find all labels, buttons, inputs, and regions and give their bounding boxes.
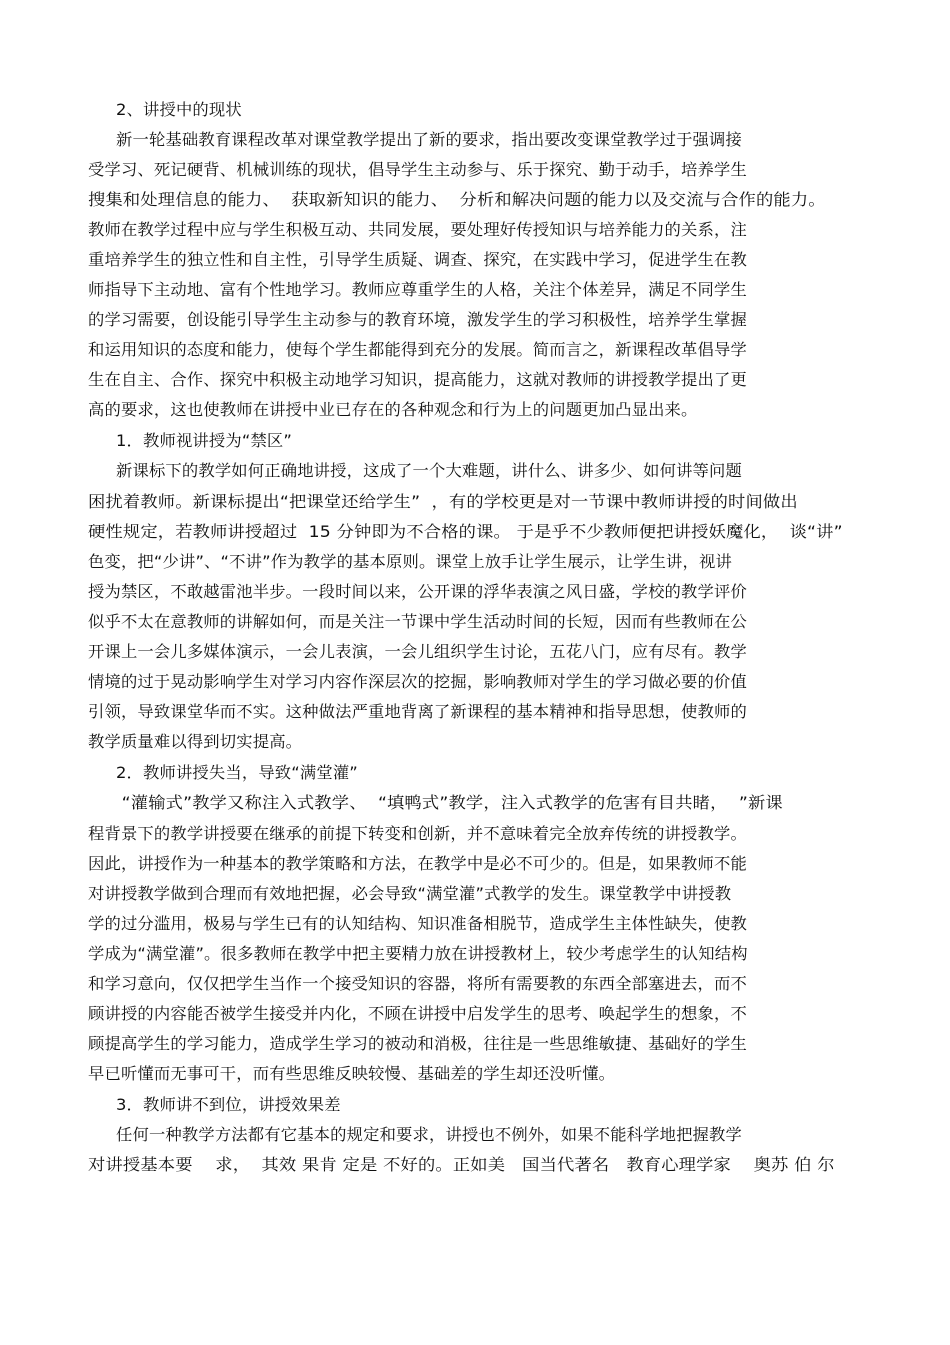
paragraph-line: 任何一种教学方法都有它基本的规定和要求，讲授也不例外，如果不能科学地把握教学 (116, 1125, 742, 1144)
paragraph-line: 对讲授教学做到合理而有效地把握，必会导致“满堂灌”式教学的发生。课堂教学中讲授教 (88, 884, 732, 903)
paragraph-line: “灌输式”教学又称注入式教学、 “填鸭式”教学，注入式教学的危害有目共睹， ”新课 (116, 793, 783, 812)
paragraph-line: 对讲授基本要 求， 其效 果肯 定是 不好的。正如美 国当代著名 教育心理学家 奥苏 伯 尔 (88, 1155, 835, 1174)
paragraph-line: 教师在教学过程中应与学生积极互动、共同发展，要处理好传授知识与培养能力的关系，注 (88, 220, 747, 239)
paragraph-line: 搜集和处理信息的能力、 获取新知识的能力、 分析和解决问题的能力以及交流与合作的能力。 (88, 190, 826, 209)
paragraph-line: 顾讲授的内容能否被学生接受并内化，不顾在讲授中启发学生的思考、唤起学生的想象，不 (88, 1004, 747, 1023)
paragraph-line: 困扰着教师。新课标提出“把课堂还给学生” ，有的学校更是对一节课中教师讲授的时间做出 (88, 492, 798, 511)
paragraph-line: 硬性规定，若教师讲授超过 15 分钟即为不合格的课。 于是乎不少教师便把讲授妖魔化， 谈“讲” (88, 522, 843, 541)
paragraph-line: 程背景下的教学讲授要在继承的前提下转变和创新，并不意味着完全放弃传统的讲授教学。 (88, 824, 747, 843)
paragraph-line: 学成为“满堂灌”。很多教师在教学中把主要精力放在讲授教材上，较少考虑学生的认知结构 (88, 944, 748, 963)
paragraph-line: 似乎不太在意教师的讲解如何，而是关注一节课中学生活动时间的长短，因而有些教师在公 (88, 612, 747, 631)
paragraph-line: 受学习、死记硬背、机械训练的现状，倡导学生主动参与、乐于探究、勤于动手，培养学生 (88, 160, 747, 179)
paragraph-line: 重培养学生的独立性和自主性，引导学生质疑、调查、探究，在实践中学习，促进学生在教 (88, 250, 747, 269)
paragraph-line: 的学习需要，创设能引导学生主动参与的教育环境，激发学生的学习积极性，培养学生掌握 (88, 310, 747, 329)
paragraph-line: 学的过分滥用，极易与学生已有的认知结构、知识准备相脱节，造成学生主体性缺失，使教 (88, 914, 747, 933)
paragraph-line: 早已听懂而无事可干，而有些思维反映较慢、基础差的学生却还没听懂。 (88, 1064, 616, 1083)
paragraph-line: 新课标下的教学如何正确地讲授，这成了一个大难题，讲什么、讲多少、如何讲等问题 (116, 461, 742, 480)
section-heading: 3．教师讲不到位，讲授效果差 (116, 1095, 341, 1114)
paragraph-line: 高的要求，这也使教师在讲授中业已存在的各种观念和行为上的问题更加凸显出来。 (88, 400, 698, 419)
paragraph-line: 师指导下主动地、富有个性地学习。教师应尊重学生的人格，关注个体差异，满足不同学生 (88, 280, 747, 299)
paragraph-line: 生在自主、合作、探究中积极主动地学习知识，提高能力，这就对教师的讲授教学提出了更 (88, 370, 747, 389)
section-heading: 2、讲授中的现状 (116, 100, 242, 119)
paragraph-line: 色变，把“少讲”、“不讲”作为教学的基本原则。课堂上放手让学生展示，让学生讲，视讲 (88, 552, 732, 571)
section-heading: 2．教师讲授失当，导致“满堂灌” (116, 763, 358, 782)
paragraph-line: 顾提高学生的学习能力，造成学生学习的被动和消极，往往是一些思维敏捷、基础好的学生 (88, 1034, 747, 1053)
paragraph-line: 情境的过于晃动影响学生对学习内容作深层次的挖掘，影响教师对学生的学习做必要的价值 (88, 672, 747, 691)
paragraph-line: 授为禁区，不敢越雷池半步。一段时间以来，公开课的浮华表演之风日盛，学校的教学评价 (88, 582, 747, 601)
paragraph-line: 和学习意向，仅仅把学生当作一个接受知识的容器，将所有需要教的东西全部塞进去，而不 (88, 974, 747, 993)
paragraph-line: 引领，导致课堂华而不实。这种做法严重地背离了新课程的基本精神和指导思想，使教师的 (88, 702, 747, 721)
paragraph-line: 开课上一会儿多媒体演示，一会儿表演，一会儿组织学生讨论，五花八门，应有尽有。教学 (88, 642, 747, 661)
section-heading: 1．教师视讲授为“禁区” (116, 431, 293, 450)
paragraph-line: 和运用知识的态度和能力，使每个学生都能得到充分的发展。简而言之，新课程改革倡导学 (88, 340, 747, 359)
paragraph-line: 新一轮基础教育课程改革对课堂教学提出了新的要求，指出要改变课堂教学过于强调接 (116, 130, 742, 149)
paragraph-line: 因此，讲授作为一种基本的教学策略和方法，在教学中是必不可少的。但是，如果教师不能 (88, 854, 747, 873)
paragraph-line: 教学质量难以得到切实提高。 (88, 732, 303, 751)
